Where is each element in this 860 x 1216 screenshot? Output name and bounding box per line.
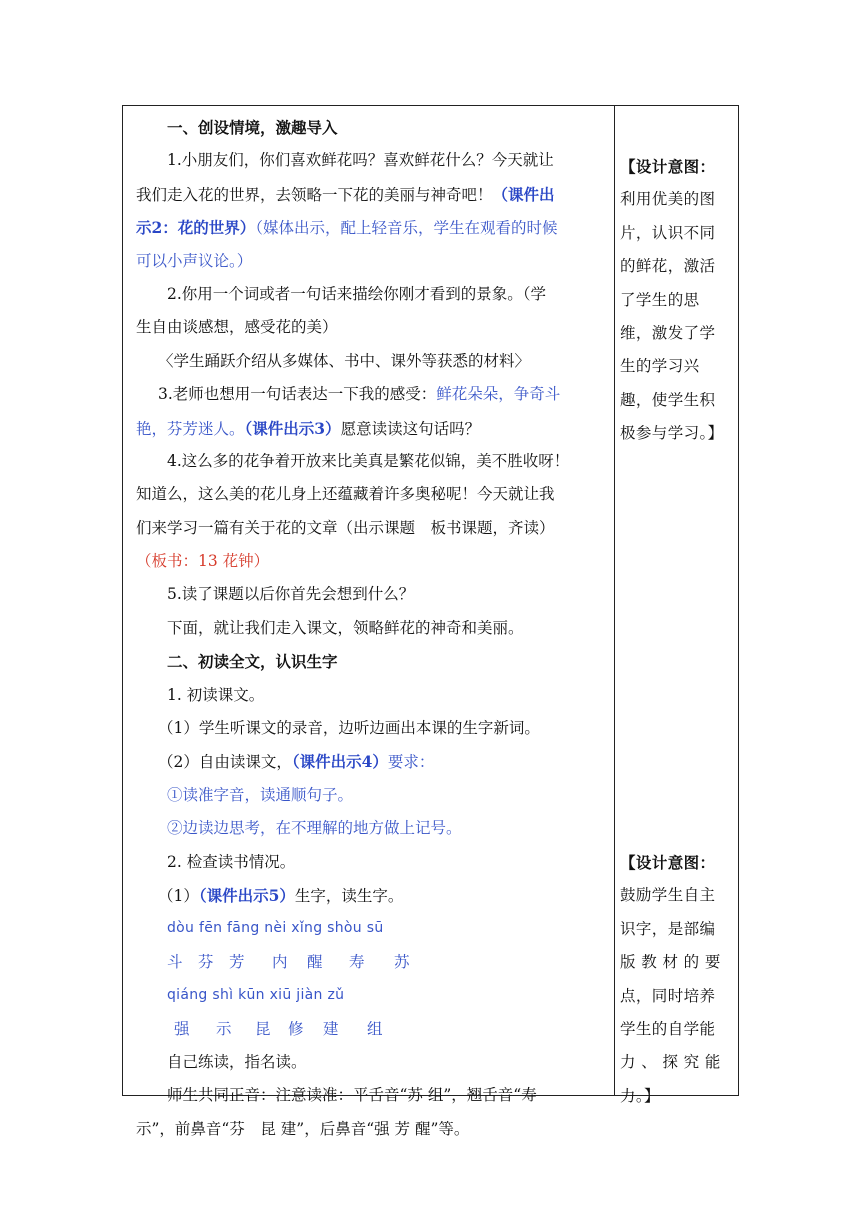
pinyin-row-1: dòu fēn fāng nèi xǐng shòu sū	[167, 920, 384, 937]
char: 芳	[229, 952, 245, 971]
para-2-line-2: 生自由谈感想，感受花的美）	[136, 318, 338, 337]
design-intent-line: 识字，是部编	[620, 919, 716, 938]
step-2: 2. 检查读书情况。	[167, 852, 296, 871]
para-4-line-3: 们来学习一篇有关于花的文章（出示课题 板书课题，齐读）	[136, 518, 555, 537]
para-1-line-3: 示2：花的世界）（媒体出示，配上轻音乐，学生在观看的时候	[136, 218, 558, 238]
char: 示	[216, 1019, 232, 1038]
section-2-title: 二、初读全文，认识生字	[167, 652, 338, 672]
requirement-1: ①读准字音，读通顺句子。	[167, 785, 354, 804]
design-intent-line: 力。】	[620, 1086, 660, 1105]
pinyin-row-2: qiáng shì kūn xiū jiàn zǔ	[167, 987, 345, 1004]
design-intent-line: 生的学习兴	[620, 357, 700, 376]
para-4-line-2: 知道么，这么美的花儿身上还蕴藏着许多奥秘呢！今天就让我	[136, 485, 555, 504]
char: 芬	[198, 952, 214, 971]
design-intent-line: 学生的自学能	[620, 1019, 716, 1038]
design-intent-line: 片，认识不同	[620, 223, 716, 242]
step-1: 1. 初读课文。	[167, 685, 265, 704]
char: 内	[272, 952, 288, 971]
para-1-line-4: 可以小声议论。）	[136, 251, 253, 270]
design-intent-line: 鼓励学生自主	[620, 886, 716, 905]
char: 寿	[349, 952, 365, 971]
design-intent-2	[620, 846, 736, 1113]
design-intent-line: 利用优美的图	[620, 190, 716, 209]
char-row-1	[136, 946, 610, 979]
design-intent-line: 极参与学习。】	[620, 424, 724, 443]
char: 建	[323, 1019, 339, 1038]
para-1-line-1: 1.小朋友们，你们喜欢鲜花吗？喜欢鲜花什么？今天就让	[167, 151, 554, 170]
char: 组	[367, 1019, 383, 1038]
para-1-line-2: 我们走入花的世界，去领略一下花的美丽与神奇吧！（课件出	[136, 184, 555, 204]
step-2-1: （1）（课件出示5）生字，读生字。	[158, 885, 404, 905]
char: 醒	[307, 952, 323, 971]
para-6: 下面，就让我们走入课文，领略鲜花的神奇和美丽。	[167, 618, 524, 637]
design-intent-1	[620, 150, 736, 451]
blackboard-note: （板书：13 花钟）	[136, 552, 270, 571]
char: 强	[174, 1019, 190, 1038]
design-intent-line: 趣，使学生积	[620, 390, 716, 409]
design-intent-line: 的鲜花，激活	[620, 257, 716, 276]
design-intent-line: 点，同时培养	[620, 986, 716, 1005]
correction-line-2: 示”，前鼻音“芬 昆 建”，后鼻音“强 芳 醒”等。	[136, 1119, 470, 1138]
para-4-line-1: 4.这么多的花争着开放来比美真是繁花似锦，美不胜收呀！	[167, 451, 570, 470]
para-2-line-3: 〈学生踊跃介绍从多媒体、书中、课外等获悉的材料〉	[158, 351, 531, 370]
requirement-2: ②边读边思考，在不理解的地方做上记号。	[167, 819, 462, 838]
char: 斗	[167, 952, 183, 971]
practice-line: 自己练读，指名读。	[167, 1052, 307, 1071]
section-1-title: 一、创设情境，激趣导入	[167, 118, 338, 137]
para-5: 5.读了课题以后你首先会想到什么？	[167, 585, 415, 604]
lesson-content	[136, 111, 610, 1146]
char: 苏	[394, 952, 410, 971]
correction-line-1: 师生共同正音：注意读准：平舌音“苏 组”，翘舌音“寿	[167, 1086, 537, 1105]
step-1-2: （2）自由读课文，（课件出示4）要求：	[158, 752, 435, 772]
design-intent-title: 【设计意图：	[620, 157, 716, 176]
design-intent-title: 【设计意图：	[620, 853, 716, 872]
para-2-line-1: 2.你用一个词或者一句话来描绘你刚才看到的景象。（学	[167, 284, 547, 303]
char-row-2	[136, 1013, 610, 1046]
column-divider	[614, 105, 615, 1096]
char: 昆	[255, 1019, 271, 1038]
design-intent-line: 了学生的思	[620, 290, 700, 309]
para-3-line-2: 艳，芬芳迷人。（课件出示3）愿意读读这句话吗？	[136, 418, 481, 438]
step-1-1: （1）学生听课文的录音，边听边画出本课的生字新词。	[158, 719, 540, 738]
design-intent-line: 维，激发了学	[620, 323, 716, 342]
para-3-line-1: 3.老师也想用一句话表达一下我的感受：鲜花朵朵，争奇斗	[158, 385, 561, 404]
char: 修	[288, 1019, 304, 1038]
design-intent-line: 版 教 材 的 要	[620, 953, 721, 972]
design-intent-line: 力 、 探 究 能	[620, 1053, 721, 1072]
